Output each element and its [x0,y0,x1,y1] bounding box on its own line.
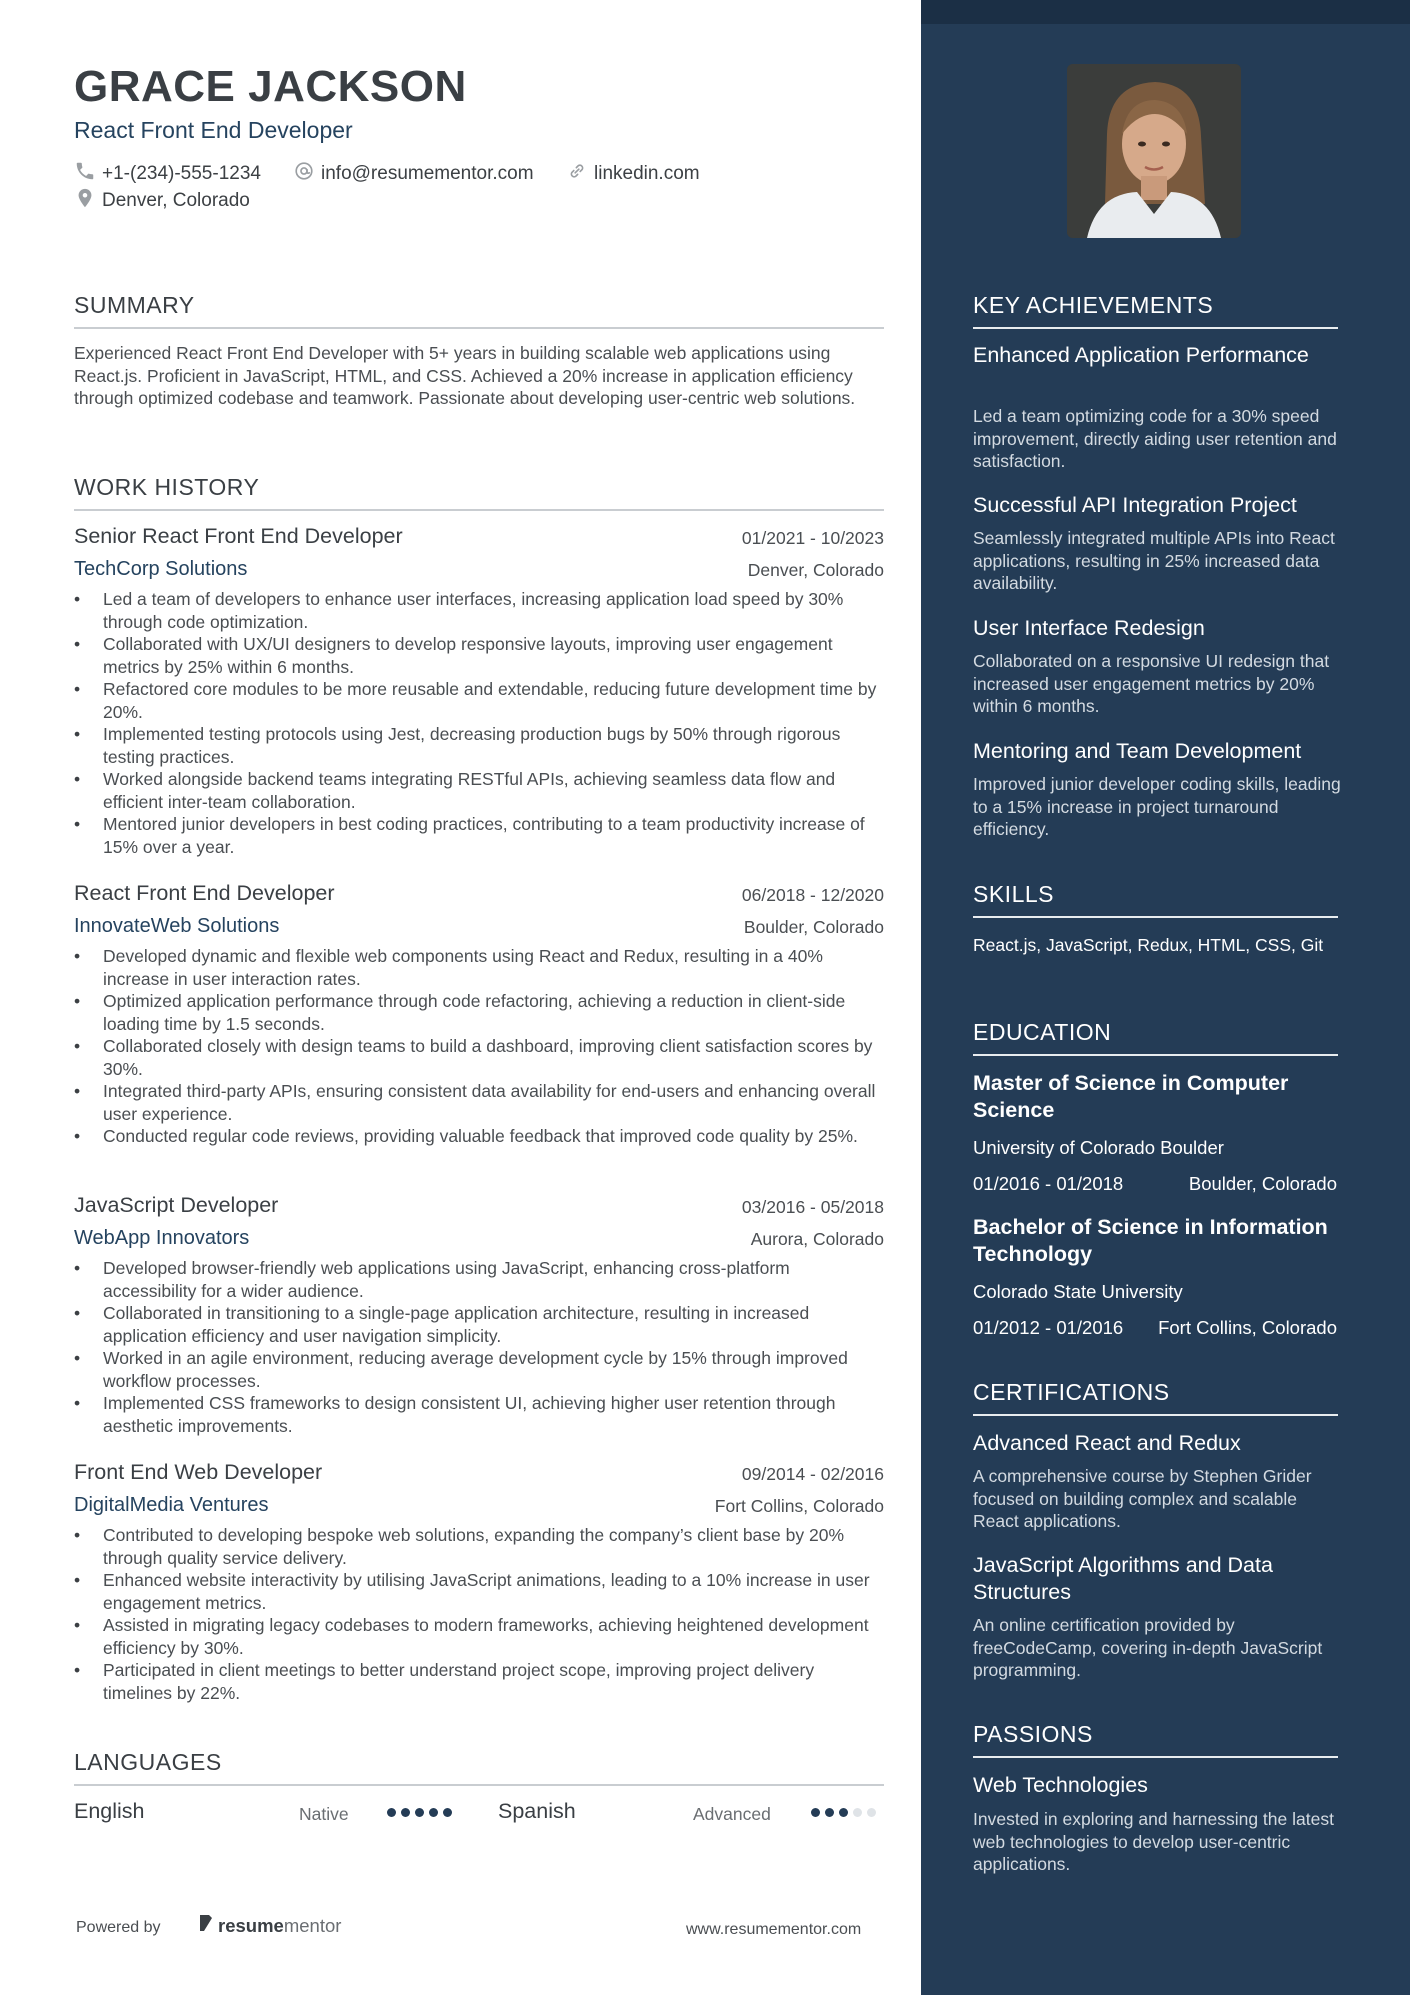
phone-icon [74,160,96,188]
job-bullet: • Participated in client meetings to better understand project scope, improving project delivery timelines by 22%. [74,1659,884,1704]
job-dates: 03/2016 - 05/2018 [741,1197,884,1217]
job-location: Fort Collins, Colorado [714,1496,884,1516]
resumementor-logo[interactable] [198,1913,341,1938]
language-name: English [74,1799,145,1823]
summary-text: Experienced React Front End Developer with 5+ years in building scalable web applications using React.js. Proficient in JavaScript, HTML, and CSS. Achieved a 20% increase in application efficiency through optimized codebase and teamwork. Passionate about developing user-centric web solutions. [74,343,856,408]
languages-heading: LANGUAGES [74,1749,884,1786]
job-location: Denver, Colorado [747,560,884,580]
achievement-text: Collaborated on a responsive UI redesign that increased user engagement metrics by 20% within 6 months. [973,651,1330,716]
education-location: Fort Collins, Colorado [1158,1317,1337,1338]
job-bullet: • Led a team of developers to enhance user interfaces, increasing application load speed by 30% through code optimization. [74,588,884,633]
rating-dot [429,1808,438,1817]
job-bullets [74,945,884,1148]
certification-text: An online certification provided by freeCodeCamp, covering in-depth JavaScript programming. [973,1615,1323,1680]
job-bullet: • Worked alongside backend teams integrating RESTful APIs, achieving seamless data flow and efficient inter-team collaboration. [74,768,884,813]
job-entry [74,524,884,858]
at-icon [293,160,315,188]
job-location: Aurora, Colorado [750,1229,884,1249]
rating-dot [867,1808,876,1817]
passion-title: Web Technologies [973,1773,1148,1797]
link-icon [566,160,588,188]
rating-dot [853,1808,862,1817]
work-history-heading: WORK HISTORY [74,474,884,511]
job-title: Front End Web Developer [74,1460,323,1484]
sidebar-top-band [921,0,1410,24]
footer-url[interactable]: www.resumementor.com [686,1921,862,1938]
job-entry [74,881,884,1148]
education-dates: 01/2012 - 01/2016 [973,1317,1124,1338]
job-dates: 09/2014 - 02/2016 [741,1464,884,1484]
job-bullet: • Integrated third-party APIs, ensuring consistent data availability for end-users and enhancing overall user experience. [74,1080,884,1125]
job-bullet: • Collaborated closely with design teams to build a dashboard, improving client satisfaction scores by 30%. [74,1035,884,1080]
phone-text: +1-(234)-555-1234 [102,163,261,184]
job-bullets [74,1257,884,1437]
powered-by-label: Powered by [76,1919,161,1936]
skills-text: React.js, JavaScript, Redux, HTML, CSS, Git [973,935,1324,955]
education-degree: Bachelor of Science in Information Technology [973,1215,1328,1266]
job-company: InnovateWeb Solutions [74,915,280,937]
job-title: JavaScript Developer [74,1193,279,1217]
job-bullet: • Mentored junior developers in best coding practices, contributing to a team productivity increase of 15% over a year. [74,813,884,858]
achievement-text: Seamlessly integrated multiple APIs into React applications, resulting in 25% increased data availability. [973,528,1335,593]
email-contact[interactable] [293,160,534,188]
job-company: TechCorp Solutions [74,558,248,580]
certification-title: Advanced React and Redux [973,1431,1241,1455]
job-bullet: • Collaborated with UX/UI designers to develop responsive layouts, improving user engagement metrics by 25% within 6 months. [74,633,884,678]
logo-mark-icon [198,1913,214,1938]
location-contact [74,187,250,215]
location-pin-icon [74,187,96,215]
language-name: Spanish [498,1799,576,1823]
candidate-name: GRACE JACKSON [74,62,467,111]
achievement-text: Led a team optimizing code for a 30% speed improvement, directly aiding user retention and satisfaction. [973,406,1337,471]
education-dates: 01/2016 - 01/2018 [973,1173,1124,1194]
summary-heading: SUMMARY [74,292,884,329]
achievement-title: Enhanced Application Performance [973,343,1309,367]
job-entry [74,1460,884,1704]
skills-heading: SKILLS [973,881,1338,918]
job-bullet: • Implemented CSS frameworks to design consistent UI, achieving higher user retention through aesthetic improvements. [74,1392,884,1437]
rating-dot [443,1808,452,1817]
candidate-role: React Front End Developer [74,117,353,143]
certifications-heading: CERTIFICATIONS [973,1379,1338,1416]
rating-dot [811,1808,820,1817]
job-dates: 01/2021 - 10/2023 [741,528,884,548]
profile-photo [1067,64,1241,238]
education-school: Colorado State University [973,1281,1183,1302]
job-bullet: • Developed browser-friendly web applications using JavaScript, enhancing cross-platform accessibility for a wider audience. [74,1257,884,1302]
location-text: Denver, Colorado [102,190,250,211]
language-rating [811,1808,876,1817]
job-bullet: • Contributed to developing bespoke web solutions, expanding the company’s client base by 20% through quality service delivery. [74,1524,884,1569]
achievement-text: Improved junior developer coding skills, leading to a 15% increase in project turnaround efficiency. [973,774,1341,839]
job-location: Boulder, Colorado [743,917,884,937]
rating-dot [415,1808,424,1817]
job-bullet: • Collaborated in transitioning to a single-page application architecture, resulting in increased application efficiency and user navigation simplicity. [74,1302,884,1347]
job-company: DigitalMedia Ventures [74,1494,269,1516]
achievement-title: Mentoring and Team Development [973,739,1302,763]
job-bullet: • Conducted regular code reviews, providing valuable feedback that improved code quality by 25%. [74,1125,884,1148]
language-level: Advanced [693,1804,771,1824]
email-text: info@resumementor.com [321,163,534,184]
job-title: Senior React Front End Developer [74,524,403,548]
job-bullet: • Assisted in migrating legacy codebases to modern frameworks, achieving heightened development efficiency by 30%. [74,1614,884,1659]
logo-text-mentor: mentor [283,1914,342,1936]
passion-text: Invested in exploring and harnessing the latest web technologies to develop user-centric applications. [973,1809,1334,1874]
certification-text: A comprehensive course by Stephen Grider focused on building complex and scalable React applications. [973,1466,1312,1531]
job-bullet: • Enhanced website interactivity by utilising JavaScript animations, leading to a 10% increase in user engagement metrics. [74,1569,884,1614]
job-bullet: • Worked in an agile environment, reducing average development cycle by 15% through improved workflow processes. [74,1347,884,1392]
language-level: Native [299,1804,349,1824]
achievement-title: Successful API Integration Project [973,493,1297,517]
sidebar-column [921,0,1410,1995]
education-heading: EDUCATION [973,1019,1338,1056]
job-dates: 06/2018 - 12/2020 [741,885,884,905]
certification-title: JavaScript Algorithms and Data Structures [973,1553,1273,1604]
rating-dot [825,1808,834,1817]
job-title: React Front End Developer [74,881,335,905]
language-rating [387,1808,452,1817]
linkedin-contact[interactable] [566,160,700,188]
job-bullet: • Refactored core modules to be more reusable and extendable, reducing future development time by 20%. [74,678,884,723]
education-school: University of Colorado Boulder [973,1137,1224,1158]
rating-dot [839,1808,848,1817]
education-degree: Master of Science in Computer Science [973,1071,1289,1122]
logo-text-resume: resume [218,1914,284,1936]
key-achievements-heading: KEY ACHIEVEMENTS [973,292,1338,329]
job-bullet: • Optimized application performance through code refactoring, achieving a reduction in client-side loading time by 1.5 seconds. [74,990,884,1035]
job-bullets [74,588,884,858]
linkedin-text: linkedin.com [594,163,700,184]
rating-dot [387,1808,396,1817]
job-bullets [74,1524,884,1704]
job-bullet: • Implemented testing protocols using Jest, decreasing production bugs by 50% through rigorous testing practices. [74,723,884,768]
phone-contact [74,160,261,188]
job-entry [74,1193,884,1437]
achievement-title: User Interface Redesign [973,616,1205,640]
passions-heading: PASSIONS [973,1721,1338,1758]
job-bullet: • Developed dynamic and flexible web components using React and Redux, resulting in a 40% increase in user interaction rates. [74,945,884,990]
education-location: Boulder, Colorado [1188,1173,1337,1194]
job-company: WebApp Innovators [74,1227,250,1249]
rating-dot [401,1808,410,1817]
